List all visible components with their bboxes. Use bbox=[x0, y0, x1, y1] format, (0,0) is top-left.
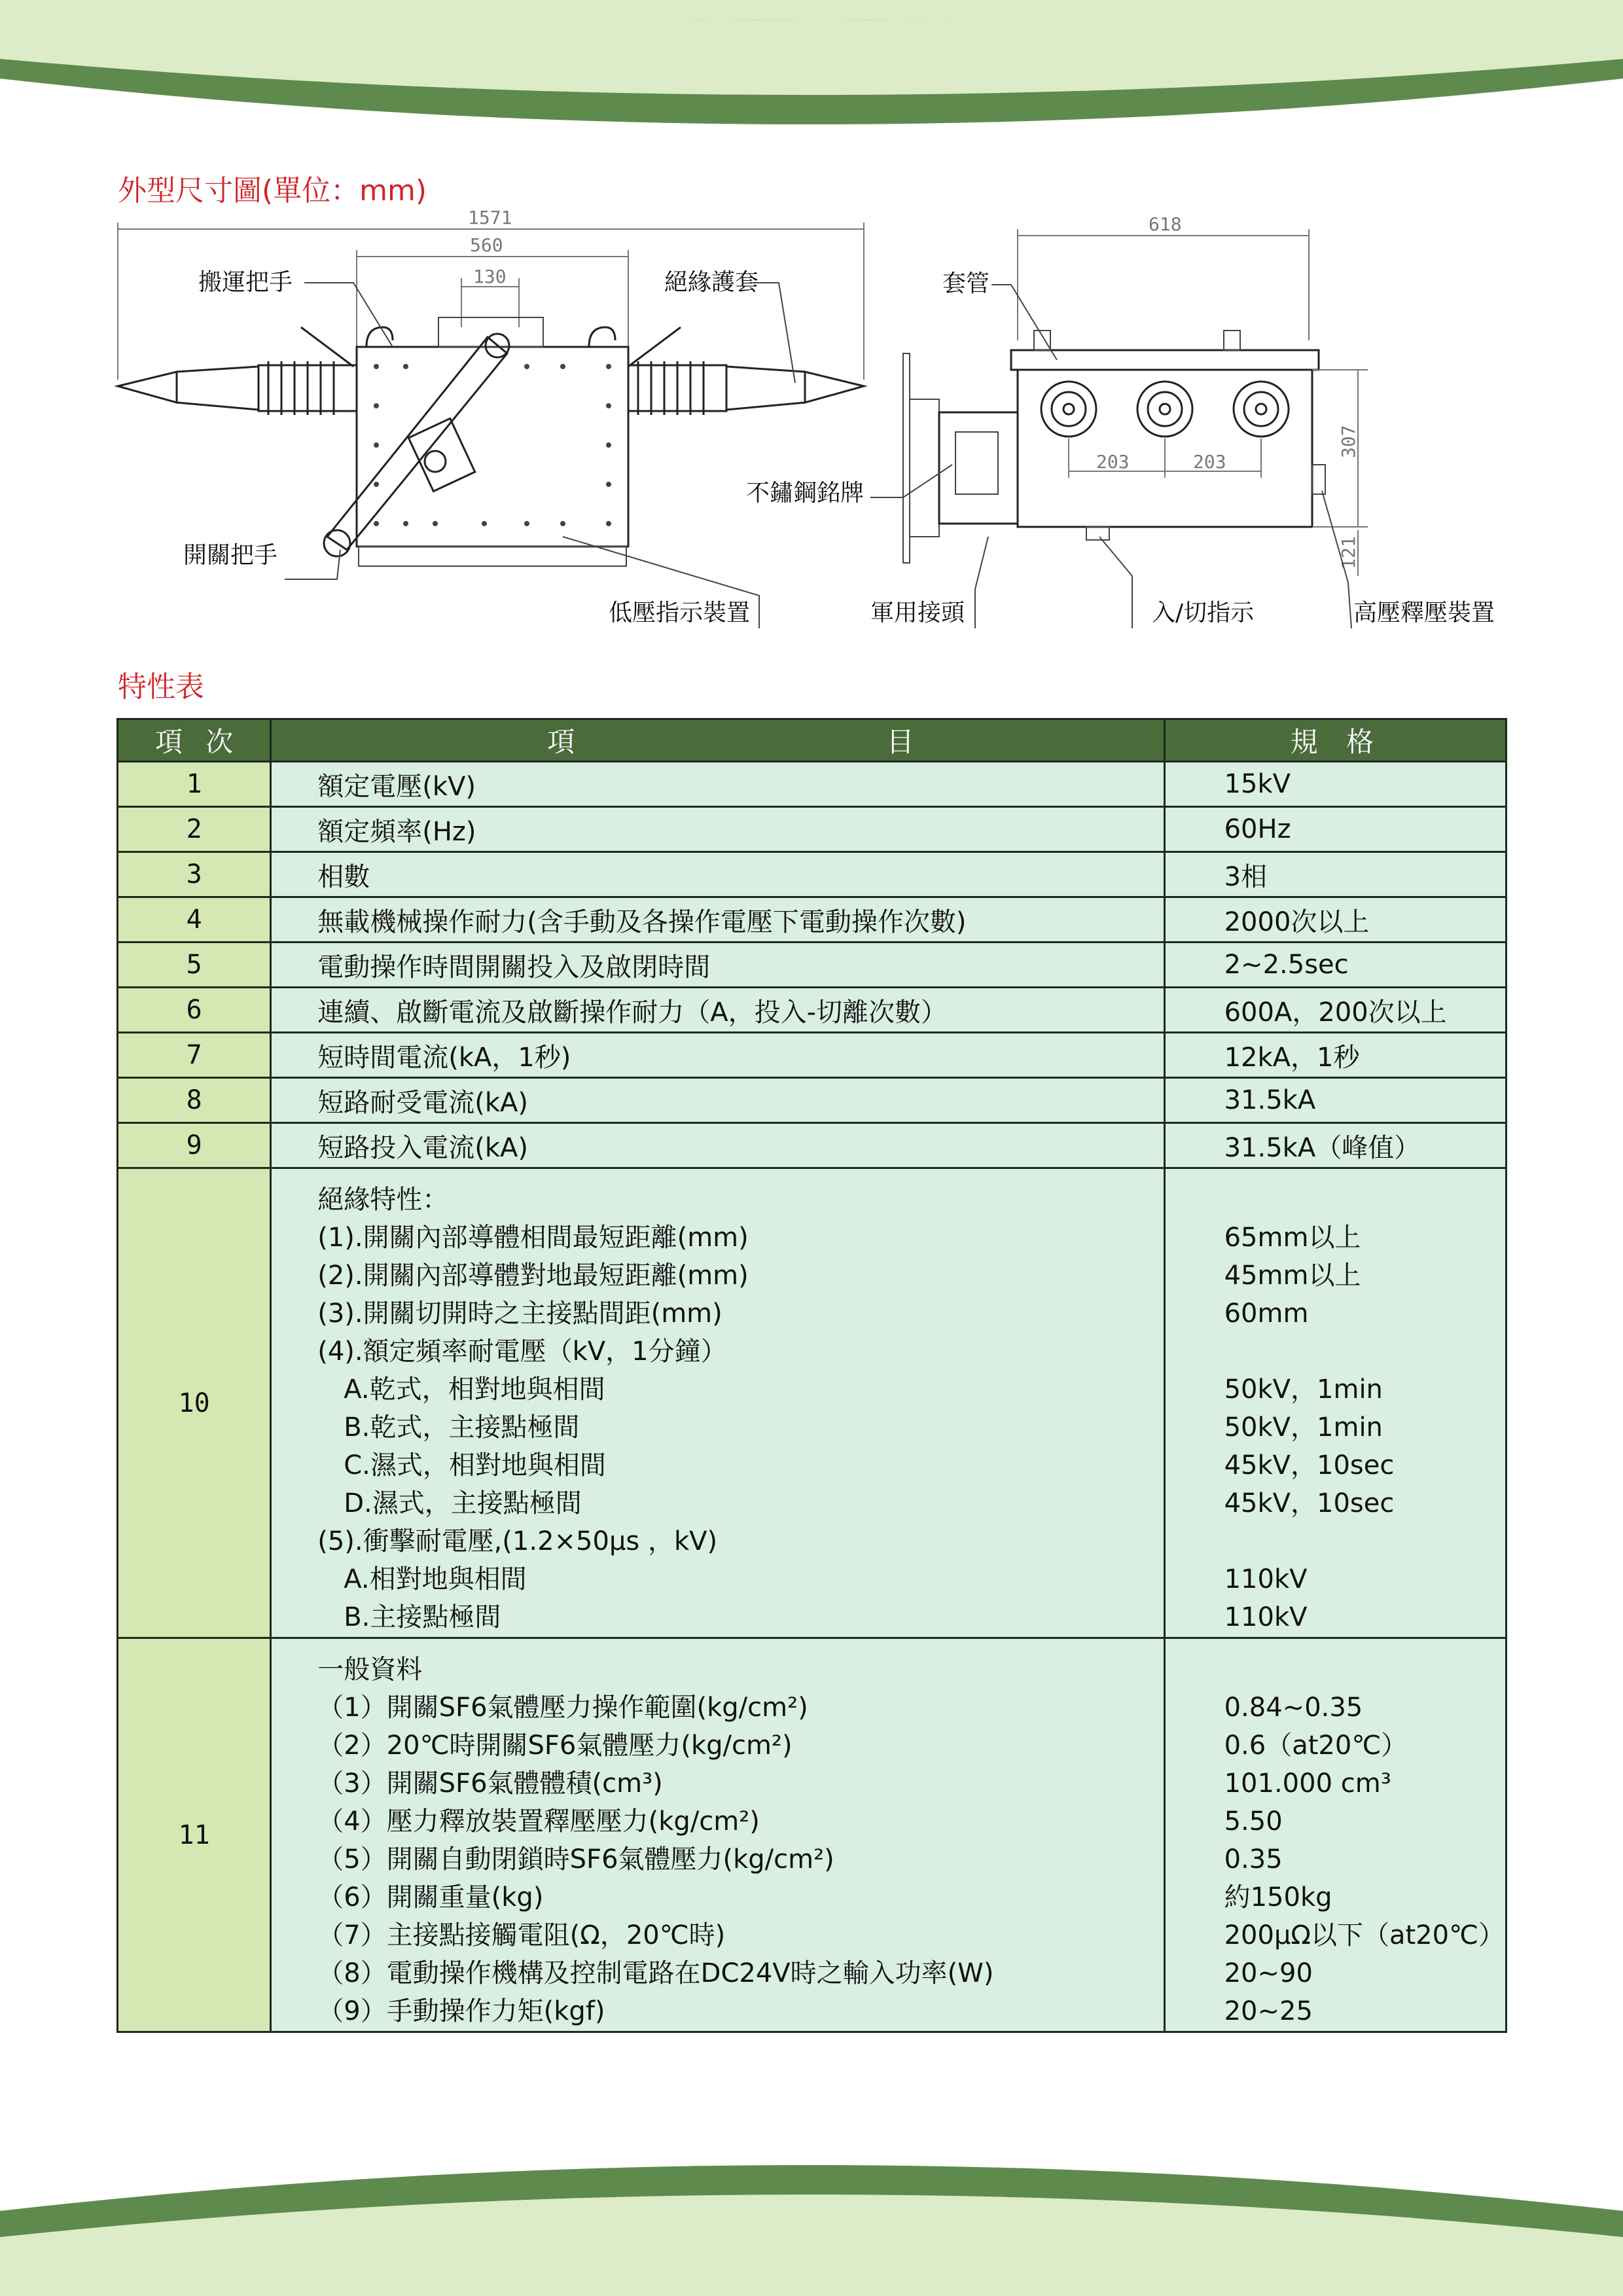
row-number: 9 bbox=[118, 1123, 271, 1168]
row-sub-spec bbox=[1224, 1333, 1505, 1371]
row-spec: 2000次以上 bbox=[1164, 897, 1506, 942]
row-item: 短時間電流(kA，1秒) bbox=[271, 1033, 1164, 1078]
dim-1571: 1571 bbox=[468, 209, 512, 228]
table-row bbox=[118, 1033, 1507, 1078]
row-sub-item: A.相對地與相間 bbox=[344, 1564, 527, 1594]
row-sub-item: （2）20℃時開關SF6氣體壓力(kg/cm²) bbox=[317, 1731, 793, 1761]
row-item: 連續、啟斷電流及啟斷操作耐力（A，投入-切離次數） bbox=[271, 988, 1164, 1033]
row-sub-spec bbox=[1224, 1651, 1505, 1689]
row-number: 1 bbox=[118, 762, 271, 807]
switch-body bbox=[357, 347, 628, 547]
row-sub-spec: 101.000 cm³ bbox=[1224, 1768, 1391, 1799]
row-sub-item: (2).開關內部導體對地最短距離(mm) bbox=[317, 1261, 749, 1291]
callout-bushing: 套管 bbox=[942, 270, 990, 297]
callout-insulation-cover: 絕緣護套 bbox=[664, 269, 759, 296]
header-band bbox=[0, 0, 1623, 157]
row-spec: 2~2.5sec bbox=[1164, 942, 1506, 988]
row-spec: 60Hz bbox=[1164, 807, 1506, 852]
dim-130: 130 bbox=[473, 266, 507, 287]
table-row bbox=[118, 1638, 1507, 2032]
row-spec-group bbox=[1164, 1168, 1506, 1638]
row-spec: 31.5kA（峰值） bbox=[1164, 1123, 1506, 1168]
row-sub-item: 一般資料 bbox=[317, 1655, 423, 1685]
row-item: 短路投入電流(kA) bbox=[271, 1123, 1164, 1168]
row-number: 3 bbox=[118, 852, 271, 897]
table-row bbox=[118, 988, 1507, 1033]
row-sub-spec: 45kV，10sec bbox=[1224, 1488, 1395, 1518]
row-number: 4 bbox=[118, 897, 271, 942]
spec-table bbox=[116, 718, 1507, 2033]
table-row bbox=[118, 852, 1507, 897]
row-sub-item: 絕緣特性： bbox=[317, 1185, 449, 1215]
callout-low-pressure-indicator: 低壓指示裝置 bbox=[609, 600, 751, 626]
callout-pressure-relief: 高壓釋壓裝置 bbox=[1353, 600, 1495, 626]
header-no: 項 次 bbox=[118, 719, 271, 762]
row-spec: 600A，200次以上 bbox=[1164, 988, 1506, 1033]
row-sub-spec: 200μΩ以下（at20℃） bbox=[1224, 1920, 1505, 1950]
table-row bbox=[118, 1078, 1507, 1123]
row-sub-spec: 0.6（at20℃） bbox=[1224, 1731, 1408, 1761]
callout-switch-handle: 開關把手 bbox=[183, 542, 278, 569]
header-spec: 規 格 bbox=[1164, 719, 1506, 762]
row-number: 2 bbox=[118, 807, 271, 852]
row-sub-spec: 0.35 bbox=[1224, 1844, 1283, 1874]
row-item: 相數 bbox=[271, 852, 1164, 897]
row-sub-spec: 45kV，10sec bbox=[1224, 1450, 1395, 1480]
row-spec: 3相 bbox=[1164, 852, 1506, 897]
dim-121: 121 bbox=[1338, 536, 1359, 569]
callout-nameplate: 不鏽鋼銘牌 bbox=[746, 480, 865, 507]
row-sub-spec: 110kV bbox=[1224, 1564, 1308, 1594]
row-sub-spec: 65mm以上 bbox=[1224, 1223, 1361, 1253]
callout-carry-handle: 搬運把手 bbox=[198, 269, 293, 296]
row-item: 額定電壓(kV) bbox=[271, 762, 1164, 807]
spec-table-title: 特性表 bbox=[118, 670, 204, 704]
row-sub-item: (4).額定頻率耐電壓（kV，1分鐘） bbox=[317, 1336, 727, 1367]
row-number: 5 bbox=[118, 942, 271, 988]
row-item: 無載機械操作耐力(含手動及各操作電壓下電動操作次數) bbox=[271, 897, 1164, 942]
row-item-group bbox=[271, 1168, 1164, 1638]
dim-203-a: 203 bbox=[1096, 451, 1130, 473]
row-sub-spec: 45mm以上 bbox=[1224, 1261, 1361, 1291]
row-sub-spec: 5.50 bbox=[1224, 1806, 1283, 1837]
row-sub-item: （8）電動操作機構及控制電路在DC24V時之輸入功率(W) bbox=[317, 1958, 994, 1988]
row-sub-spec: 20~90 bbox=[1224, 1958, 1313, 1988]
header-item: 項 目 bbox=[271, 719, 1164, 762]
row-number: 7 bbox=[118, 1033, 271, 1078]
row-sub-item: D.濕式，主接點極間 bbox=[344, 1488, 582, 1518]
dim-307: 307 bbox=[1338, 425, 1359, 458]
row-sub-item: (3).開關切開時之主接點間距(mm) bbox=[317, 1299, 722, 1329]
footer-band bbox=[0, 2139, 1623, 2296]
dimension-drawing bbox=[0, 209, 1623, 655]
row-spec: 31.5kA bbox=[1164, 1078, 1506, 1123]
row-number: 10 bbox=[118, 1168, 271, 1638]
callout-on-off-indicator: 入/切指示 bbox=[1152, 600, 1255, 626]
row-spec-group bbox=[1164, 1638, 1506, 2032]
row-number: 6 bbox=[118, 988, 271, 1033]
row-sub-item: A.乾式，相對地與相間 bbox=[344, 1374, 605, 1405]
row-sub-item: （9）手動操作力矩(kgf) bbox=[317, 1996, 605, 2026]
row-sub-spec: 約150kg bbox=[1224, 1882, 1332, 1912]
row-sub-item: （6）開關重量(kg) bbox=[317, 1882, 544, 1912]
table-row bbox=[118, 762, 1507, 807]
row-item: 短路耐受電流(kA) bbox=[271, 1078, 1164, 1123]
row-sub-spec: 50kV，1min bbox=[1224, 1374, 1383, 1405]
row-sub-item: （5）開關自動閉鎖時SF6氣體壓力(kg/cm²) bbox=[317, 1844, 834, 1874]
table-row bbox=[118, 1168, 1507, 1638]
row-sub-spec bbox=[1224, 1181, 1505, 1219]
dim-560: 560 bbox=[470, 234, 503, 256]
row-sub-item: （1）開關SF6氣體壓力操作範圍(kg/cm²) bbox=[317, 1693, 808, 1723]
row-sub-item: （3）開關SF6氣體體積(cm³) bbox=[317, 1768, 663, 1799]
row-sub-spec: 50kV，1min bbox=[1224, 1412, 1383, 1443]
row-spec: 15kV bbox=[1164, 762, 1506, 807]
dimension-drawing-title: 外型尺寸圖(單位：mm) bbox=[118, 174, 427, 207]
row-number: 8 bbox=[118, 1078, 271, 1123]
row-spec: 12kA，1秒 bbox=[1164, 1033, 1506, 1078]
table-row bbox=[118, 1123, 1507, 1168]
table-row bbox=[118, 897, 1507, 942]
row-sub-item: （4）壓力釋放裝置釋壓壓力(kg/cm²) bbox=[317, 1806, 760, 1837]
row-number: 11 bbox=[118, 1638, 271, 2032]
row-sub-item: (5).衝擊耐電壓,(1.2×50μs ，kV) bbox=[317, 1526, 718, 1556]
row-item-group bbox=[271, 1638, 1164, 2032]
row-sub-spec bbox=[1224, 1522, 1505, 1560]
row-sub-item: B.乾式，主接點極間 bbox=[344, 1412, 580, 1443]
callout-military-connector: 軍用接頭 bbox=[870, 600, 965, 626]
table-row bbox=[118, 942, 1507, 988]
table-header-row bbox=[118, 719, 1507, 762]
row-sub-spec: 0.84~0.35 bbox=[1224, 1693, 1363, 1723]
row-sub-item: （7）主接點接觸電阻(Ω，20℃時) bbox=[317, 1920, 726, 1950]
row-item: 電動操作時間開關投入及啟閉時間 bbox=[271, 942, 1164, 988]
row-sub-item: B.主接點極間 bbox=[344, 1602, 501, 1632]
dim-618: 618 bbox=[1149, 213, 1182, 235]
dim-203-b: 203 bbox=[1193, 451, 1226, 473]
row-sub-item: (1).開關內部導體相間最短距離(mm) bbox=[317, 1223, 749, 1253]
row-sub-spec: 60mm bbox=[1224, 1299, 1309, 1329]
row-item: 額定頻率(Hz) bbox=[271, 807, 1164, 852]
table-row bbox=[118, 807, 1507, 852]
row-sub-spec: 110kV bbox=[1224, 1602, 1308, 1632]
row-sub-item: C.濕式，相對地與相間 bbox=[344, 1450, 606, 1480]
row-sub-spec: 20~25 bbox=[1224, 1996, 1313, 2026]
